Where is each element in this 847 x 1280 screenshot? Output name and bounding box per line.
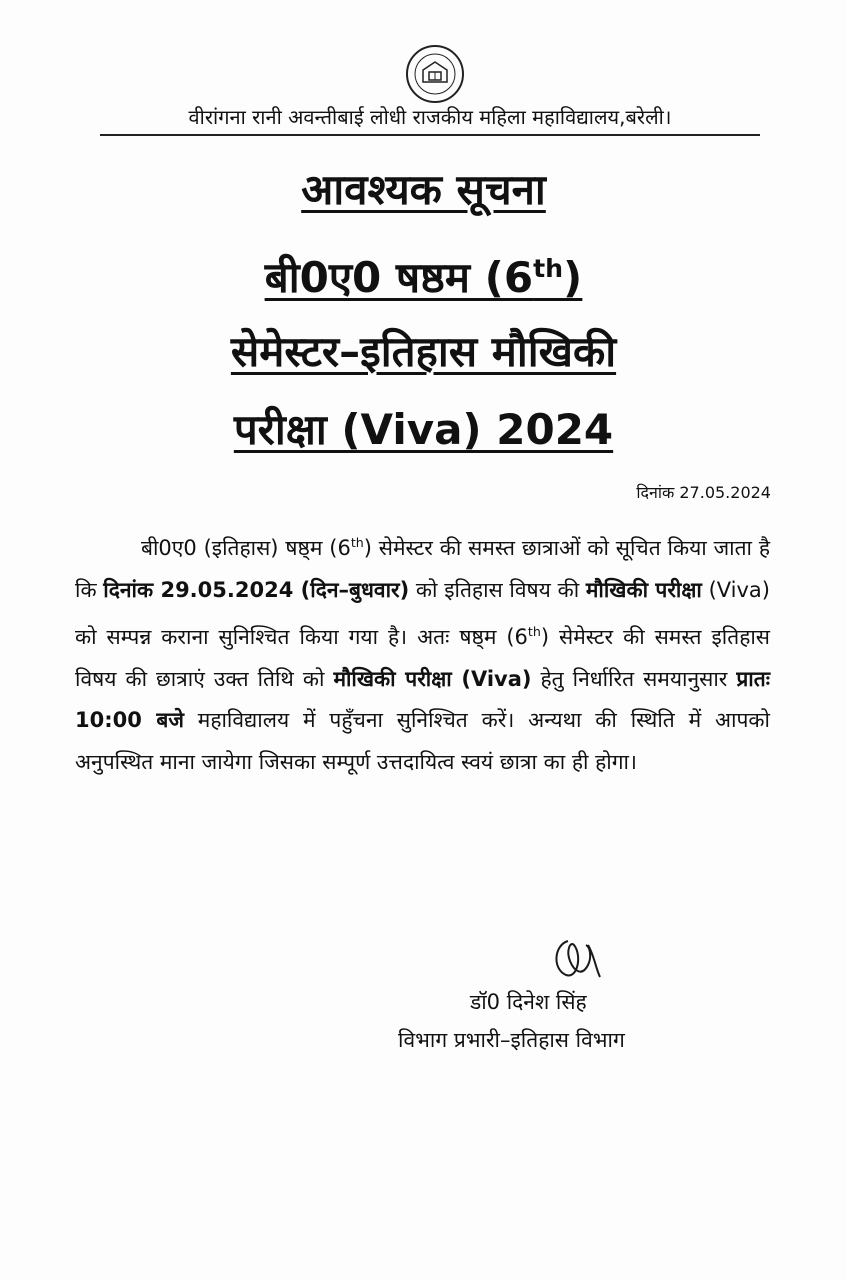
notice-subtitle-line2: सेमेस्टर–इतिहास मौखिकी <box>230 327 617 376</box>
signatory-name: डॉ0 दिनेश सिंह <box>470 990 587 1014</box>
notice-body: बी0ए0 (इतिहास) षष्ठ्म (6th) सेमेस्टर की समस्त छात्राओं को सूचित किया जाता है कि दिनांक 29.05.2024 (दिन–बुधवार) को इतिहास विषय की मौखिकी परीक्षा (Viva) को सम्पन्न कराना सुनिश्चित किया गया है। अतः षष्ठ्म (6th) सेमेस्टर की समस्त इतिहास विषय की छात्राएं उक्त तिथि को मौखिकी परीक्षा (Viva) हेतु निर्धारित समयानुसार प्रातः 10:00 बजे महाविद्यालय में पहुँचना सुनिश्चित करें। अन्यथा की स्थिति में आपको अनुपस्थित माना जायेगा जिसका सम्पूर्ण उत्तदायित्व स्वयं छात्रा का ही होगा। <box>75 535 770 774</box>
notice-date: दिनांक 27.05.2024 <box>636 483 771 502</box>
notice-title: आवश्यक सूचना <box>301 165 546 214</box>
notice-subtitle-line3: परीक्षा (Viva) 2024 <box>233 405 614 454</box>
college-name: वीरांगना रानी अवन्तीबाई लोधी राजकीय महिला महाविद्यालय,बरेली। <box>100 100 760 136</box>
college-emblem-icon <box>395 42 475 106</box>
notice-subtitle-line1: बी0ए0 षष्ठम (6th) <box>264 253 583 302</box>
signature-scribble-icon <box>548 935 604 985</box>
signatory-designation: विभाग प्रभारी–इतिहास विभाग <box>398 1028 625 1052</box>
